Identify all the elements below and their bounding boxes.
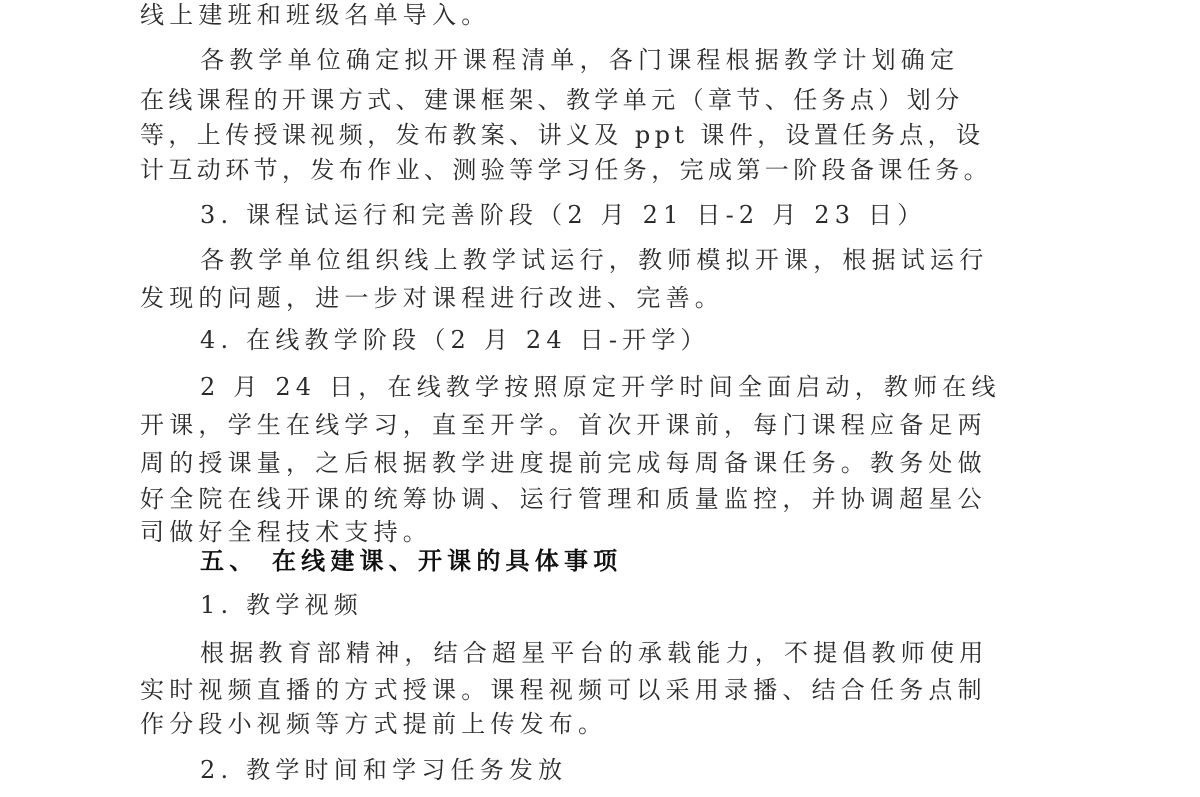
- paragraph-line: 根据教育部精神，结合超星平台的承载能力，不提倡教师使用: [200, 639, 989, 667]
- paragraph-line: 等，上传授课视频，发布教案、讲义及 ppt 课件，设置任务点，设: [140, 121, 985, 149]
- section-subheading: 3. 课程试运行和完善阶段（2 月 21 日-2 月 23 日）: [200, 201, 927, 229]
- section-subheading: 1. 教学视频: [200, 591, 363, 619]
- paragraph-line: 周的授课量，之后根据教学进度提前完成每周备课任务。教务处做: [140, 449, 987, 477]
- paragraph-line: 开课，学生在线学习，直至开学。首次开课前，每门课程应备足两: [140, 411, 987, 439]
- paragraph-line: 司做好全程技术支持。: [140, 518, 432, 546]
- paragraph-line: 在线课程的开课方式、建课框架、教学单元（章节、任务点）划分: [140, 86, 964, 114]
- paragraph-line: 计互动环节，发布作业、测验等学习任务，完成第一阶段备课任务。: [140, 156, 992, 184]
- section-subheading: 2. 教学时间和学习任务发放: [200, 756, 568, 784]
- paragraph-line: 作分段小视频等方式提前上传发布。: [140, 710, 608, 738]
- section-subheading: 4. 在线教学阶段（2 月 24 日-开学）: [200, 326, 710, 354]
- paragraph-line: 各教学单位确定拟开课程清单，各门课程根据教学计划确定: [200, 46, 960, 74]
- section-heading: 五、 在线建课、开课的具体事项: [200, 547, 623, 575]
- paragraph-line: 好全院在线开课的统筹协调、运行管理和质量监控，并协调超星公: [140, 485, 987, 513]
- paragraph-line: 2 月 24 日，在线教学按照原定开学时间全面启动，教师在线: [200, 373, 1001, 401]
- paragraph-line: 实时视频直播的方式授课。课程视频可以采用录播、结合任务点制: [140, 676, 987, 704]
- paragraph-line: 线上建班和班级名单导入。: [140, 1, 491, 29]
- paragraph-line: 发现的问题，进一步对课程进行改进、完善。: [140, 284, 724, 312]
- paragraph-line: 各教学单位组织线上教学试运行，教师模拟开课，根据试运行: [200, 246, 989, 274]
